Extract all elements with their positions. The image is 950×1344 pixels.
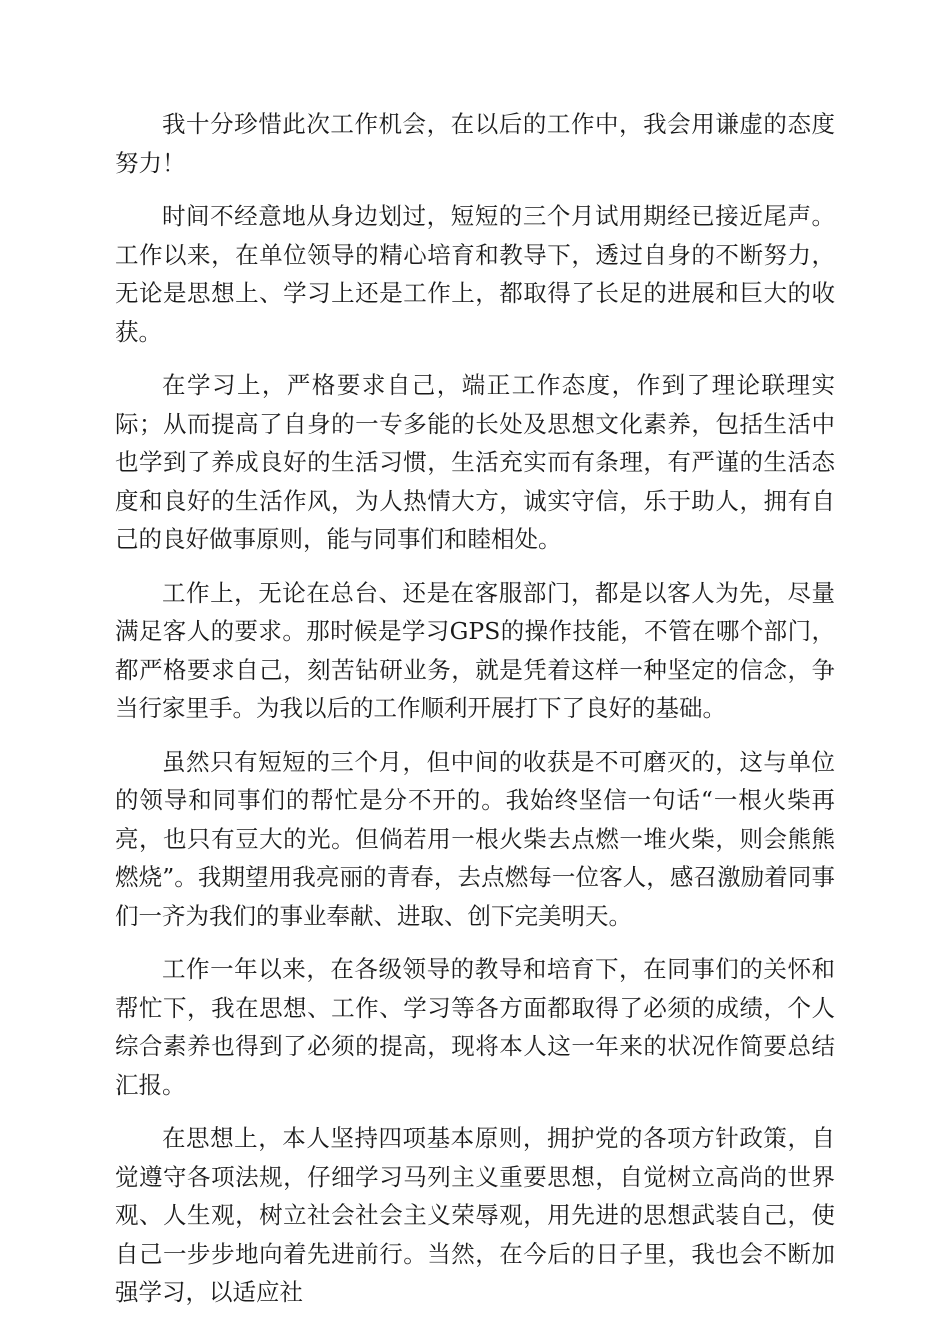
paragraph-4: 工作上，无论在总台、还是在客服部门，都是以客人为先，尽量满足客人的要求。那时候是学习GPS的操作技能，不管在哪个部门，都严格要求自己，刻苦钻研业务，就是凭着这样一种坚定的信念，争当行家里手。为我以后的工作顺利开展打下了良好的基础。 (115, 578, 835, 722)
document-body (115, 105, 835, 1327)
paragraph-5: 虽然只有短短的三个月，但中间的收获是不可磨灭的，这与单位的领导和同事们的帮忙是分不开的。我始终坚信一句话“一根火柴再亮，也只有豆大的光。但倘若用一根火柴去点燃一堆火柴，则会熊熊燃烧”。我期望用我亮丽的青春，去点燃每一位客人，感召激励着同事们一齐为我们的事业奉献、进取、创下完美明天。 (115, 747, 835, 930)
paragraph-2: 时间不经意地从身边划过，短短的三个月试用期经已接近尾声。工作以来，在单位领导的精心培育和教导下，透过自身的不断努力，无论是思想上、学习上还是工作上，都取得了长足的进展和巨大的收获。 (115, 202, 835, 346)
paragraph-6: 工作一年以来，在各级领导的教导和培育下，在同事们的关怀和帮忙下，我在思想、工作、学习等各方面都取得了必须的成绩，个人综合素养也得到了必须的提高，现将本人这一年来的状况作简要总结汇报。 (115, 955, 835, 1099)
paragraph-7: 在思想上，本人坚持四项基本原则，拥护党的各项方针政策，自觉遵守各项法规，仔细学习马列主义重要思想，自觉树立高尚的世界观、人生观，树立社会社会主义荣辱观，用先进的思想武装自己，使自己一步步地向着先进前行。当然，在今后的日子里，我也会不断加强学习，以适应社 (115, 1124, 835, 1306)
paragraph-3: 在学习上，严格要求自己，端正工作态度，作到了理论联理实际；从而提高了自身的一专多能的长处及思想文化素养，包括生活中也学到了养成良好的生活习惯，生活充实而有条理，有严谨的生活态度和良好的生活作风，为人热情大方，诚实守信，乐于助人，拥有自己的良好做事原则，能与同事们和睦相处。 (115, 371, 835, 553)
paragraph-1: 我十分珍惜此次工作机会，在以后的工作中，我会用谦虚的态度努力！ (115, 110, 835, 177)
